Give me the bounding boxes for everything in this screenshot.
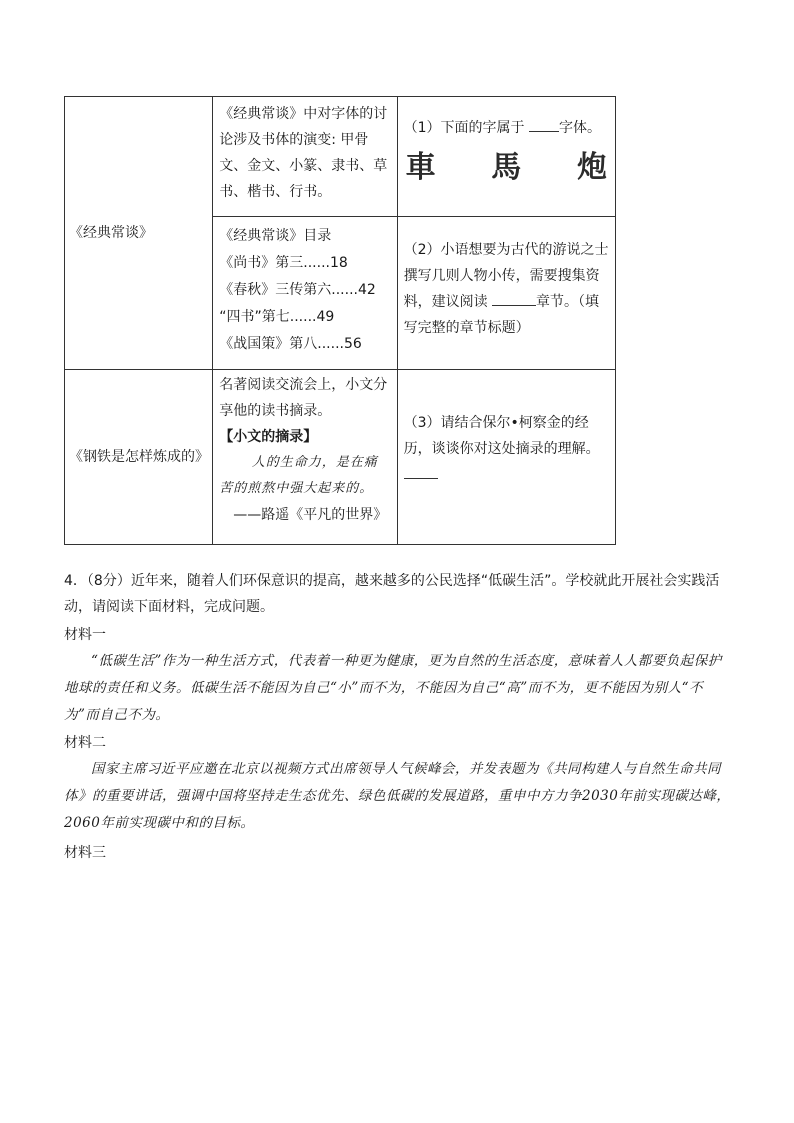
excerpt-block [213,370,396,532]
toc-item: 《尚书》第三......18 [219,255,348,271]
excerpt-cell [213,370,397,545]
material-2-title: 材料二 [64,735,106,751]
excerpt-label: 【小文的摘录】 [219,429,318,445]
answer-blank-2[interactable] [492,289,536,306]
book-cell-steel [65,370,213,545]
answer-blank-3[interactable] [404,462,438,479]
script-evolution-text: 《经典常谈》中对字体的讨论涉及书体的演变: 甲骨文、金文、小篆、隶书、草书、楷书、行书。 [219,106,388,200]
calligraphy-char-2: 馬 [491,150,522,185]
book-title: 《钢铁是怎样炼成的》 [69,449,209,465]
excerpt-source: ——路遥《平凡的世界》 [233,507,388,523]
question-3: （3）请结合保尔•柯察金的经历，谈谈你对这处摘录的理解。 [398,370,615,492]
question-3-cell [397,370,615,545]
reading-table [64,96,616,545]
question-4-heading: 4．（8分）近年来，随着人们环保意识的提高，越来越多的公民选择“低碳生活”。学校就此开展社会实践活动，请阅读下面材料，完成问题。 [64,573,720,615]
calligraphy-sample [405,150,607,185]
material-1-text: “低碳生活”作为一种生活方式，代表着一种更为健康，更为自然的生活态度，意味着人人都要负起保护地球的责任和义务。低碳生活不能因为自己“小”而不为，不能因为自己“高”而不为，更不能因为别人“不为”而自己不为。 [64,653,722,723]
question-1: （1）下面的字属于 字体。 [398,97,615,145]
toc-title: 《经典常谈》目录 [219,228,332,244]
toc-item: “四书”第七......49 [219,309,335,325]
toc-item: 《春秋》三传第六......42 [219,282,376,298]
toc-item: 《战国策》第八......56 [219,336,362,352]
calligraphy-char-1: 車 [405,150,436,185]
table-of-contents [213,217,396,362]
question-2: （2）小语想要为古代的游说之士撰写几则人物小传，需要搜集资料，建议阅读 章节。（填写完整的章节标题） [403,242,609,336]
script-evolution-cell [213,97,397,217]
excerpt-intro: 名著阅读交流会上，小文分享他的读书摘录。 [219,377,388,419]
toc-cell [213,217,397,370]
question-1-cell [397,97,615,217]
question-2-cell [397,217,615,370]
book-title: 《经典常谈》 [69,225,153,241]
material-3-title: 材料三 [64,845,106,861]
material-2-text: 国家主席习近平应邀在北京以视频方式出席领导人气候峰会，并发表题为《共同构建人与自然生命共同体》的重要讲话，强调中国将坚持走生态优先、绿色低碳的发展道路，重申中方力争2030年前实现碳达峰，2060年前实现碳中和的目标。 [64,761,731,831]
book-cell-classics [65,97,213,370]
answer-blank-1[interactable] [529,115,559,132]
calligraphy-char-3: 炮 [577,150,607,185]
excerpt-quote: 人的生命力，是在痛苦的煎熬中强大起来的。 [219,455,378,496]
material-1-title: 材料一 [64,627,106,643]
